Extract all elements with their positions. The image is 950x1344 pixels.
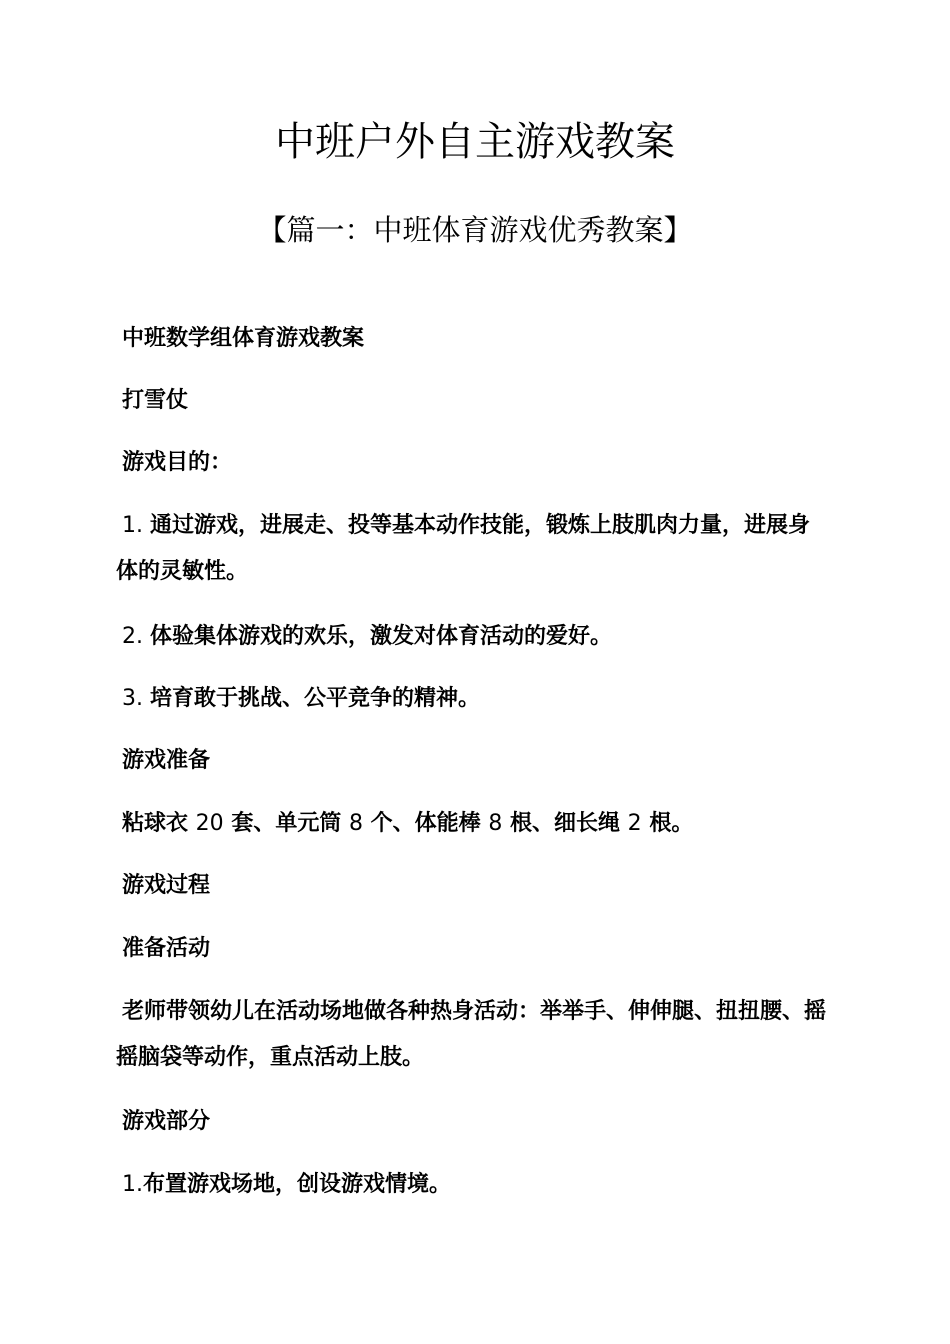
- warmup-text: 老师带领幼儿在活动场地做各种热身活动：举举手、伸伸腿、扭扭腰、摇摇脑袋等动作，重点活动上肢。: [116, 999, 827, 1070]
- goal-item-2-number: 2.: [122, 624, 150, 649]
- heading-game-text: 打雪仗: [122, 388, 189, 413]
- heading-goal: [116, 440, 826, 486]
- prep-text-d: 根、细长绳: [502, 811, 628, 836]
- heading-process: [116, 863, 826, 909]
- step-item-1: [116, 1162, 826, 1208]
- goal-item-1-text: 通过游戏，进展走、投等基本动作技能，锻炼上肢肌肉力量，进展身体的灵敏性。: [116, 513, 810, 584]
- heading-part-text: 游戏部分: [122, 1109, 211, 1134]
- goal-item-1: [116, 503, 826, 595]
- goal-item-3-text: 培育敢于挑战、公平竞争的精神。: [149, 686, 480, 711]
- document-subtitle: 【篇一：中班体育游戏优秀教案】: [257, 213, 693, 247]
- prep-count-3: 8: [488, 811, 503, 836]
- prep-text-c: 个、体能棒: [363, 811, 489, 836]
- heading-warmup: [116, 926, 826, 972]
- heading-prep-text: 游戏准备: [122, 748, 211, 773]
- step-item-1-number: 1.: [122, 1172, 143, 1197]
- heading-process-text: 游戏过程: [122, 873, 211, 898]
- step-item-1-text: 布置游戏场地，创设游戏情境。: [143, 1172, 452, 1197]
- goal-item-2-text: 体验集体游戏的欢乐，激发对体育活动的爱好。: [149, 624, 612, 649]
- prep-count-4: 2: [627, 811, 642, 836]
- heading-group: [116, 316, 826, 362]
- prep-count-2: 8: [349, 811, 363, 836]
- goal-item-2: [116, 614, 826, 660]
- goal-item-3: [116, 676, 826, 722]
- heading-goal-text: 游戏目的：: [122, 450, 233, 475]
- prep-text-e: 根。: [641, 811, 694, 836]
- heading-warmup-text: 准备活动: [122, 936, 211, 961]
- heading-part: [116, 1099, 826, 1145]
- heading-group-text: 中班数学组体育游戏教案: [122, 326, 365, 351]
- heading-game: [116, 378, 826, 424]
- goal-item-1-number: 1.: [122, 513, 150, 538]
- warmup-paragraph: [116, 989, 826, 1081]
- prep-materials: [116, 801, 826, 847]
- heading-prep: [116, 738, 826, 784]
- goal-item-3-number: 3.: [122, 686, 150, 711]
- prep-text-b: 套、单元筒: [223, 811, 349, 836]
- prep-count-1: 20: [195, 811, 224, 836]
- prep-text-a: 粘球衣: [122, 811, 196, 836]
- document-title: 中班户外自主游戏教案: [275, 119, 675, 165]
